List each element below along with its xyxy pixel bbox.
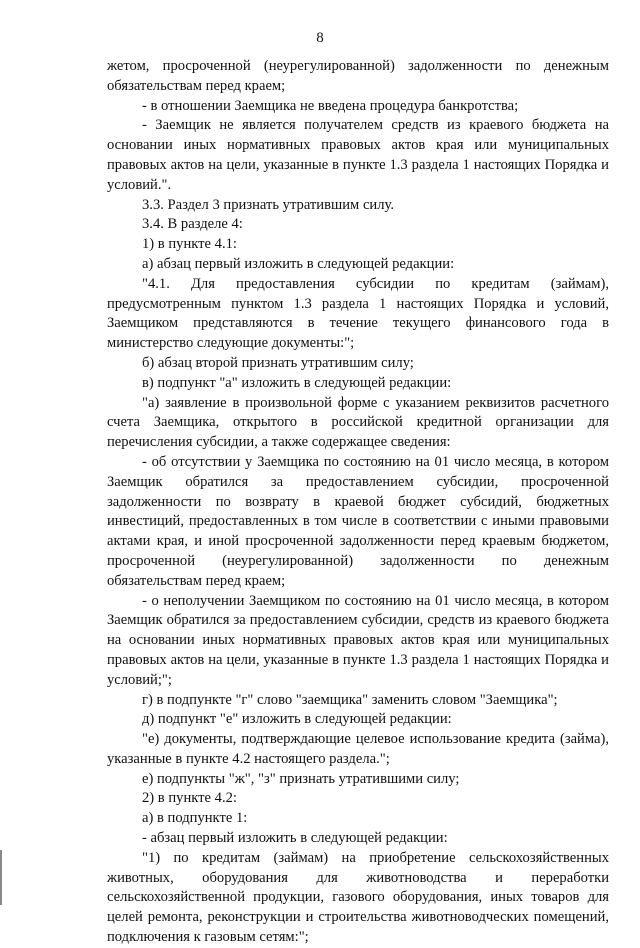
paragraph: 1) в пункте 4.1: [142, 236, 237, 253]
paragraph: 3.4. В разделе 4: [142, 216, 243, 233]
paragraph: - о неполучении Заемщиком по состоянию на 01 число месяца, в котором Заемщик обратился за предоставлением субсидии, средств из краевого бюджета на основании иных нормативных правовых актов края или муниципальных правовых актов на цели, указанные в пункте 1.3 раздела 1 настоящих Порядка и условий;"; [107, 592, 609, 688]
scan-margin-line [0, 850, 2, 905]
paragraph: б) абзац второй признать утратившим силу; [142, 354, 414, 371]
paragraph: 3.3. Раздел 3 признать утратившим силу. [142, 196, 394, 213]
paragraph: 2) в пункте 4.2: [142, 790, 237, 807]
document-body [107, 57, 609, 948]
paragraph: е) подпункты "ж", "з" признать утратившими силу; [142, 770, 460, 787]
paragraph: - абзац первый изложить в следующей редакции: [142, 830, 448, 847]
paragraph: а) в подпункте 1: [142, 810, 248, 827]
paragraph: "а) заявление в произвольной форме с указанием реквизитов расчетного счета Заемщика, открытого в российской кредитной организации для перечисления субсидии, а также содержащее сведения: [107, 394, 609, 451]
paragraph: жетом, просроченной (неурегулированной) задолженности по денежным обязательствам перед краем; [107, 58, 609, 94]
paragraph: "4.1. Для предоставления субсидии по кредитам (займам), предусмотренным пунктом 1.3 раздела 1 настоящих Порядка и условий, Заемщиком представляются в течение текущего финансового года в министерство следующие документы:"; [107, 275, 609, 352]
paragraph: "е) документы, подтверждающие целевое использование кредита (займа), указанные в пункте 4.2 настоящего раздела."; [107, 731, 609, 767]
paragraph: в) подпункт "а" изложить в следующей редакции: [142, 374, 452, 391]
paragraph: - об отсутствии у Заемщика по состоянию на 01 число месяца, в котором Заемщик обратился за предоставлением субсидии, просроченной задолженности по возврату в краевой бюджет субсидий, бюджетных инвестиций, предоставленных в том числе в соответствии с иными правовыми актами края, и иной просроченной задолженности перед краевым бюджетом, просроченной (неурегулированной) задолженности по денежным обязательствам перед краем; [107, 453, 609, 589]
paragraph: "1) по кредитам (займам) на приобретение сельскохозяйственных животных, оборудования для животноводства и переработки сельскохозяйственной продукции, газового оборудования, иных товаров для целей ремонта, реконструкции и строительства животноводческих помещений, подключения к газовым сетям:"; [107, 849, 609, 946]
paragraph: а) абзац первый изложить в следующей редакции: [142, 255, 455, 272]
paragraph: - Заемщик не является получателем средств из краевого бюджета на основании иных нормативных правовых актов края или муниципальных правовых актов на цели, указанные в пункте 1.3 раздела 1 настоящих Порядка и условий.". [107, 117, 609, 193]
paragraph: - в отношении Заемщика не введена процедура банкротства; [142, 97, 519, 114]
paragraph: г) в подпункте "г" слово "заемщика" заменить словом "Заемщика"; [142, 691, 558, 708]
paragraph: д) подпункт "е" изложить в следующей редакции: [142, 711, 452, 728]
page-number: 8 [316, 30, 324, 46]
